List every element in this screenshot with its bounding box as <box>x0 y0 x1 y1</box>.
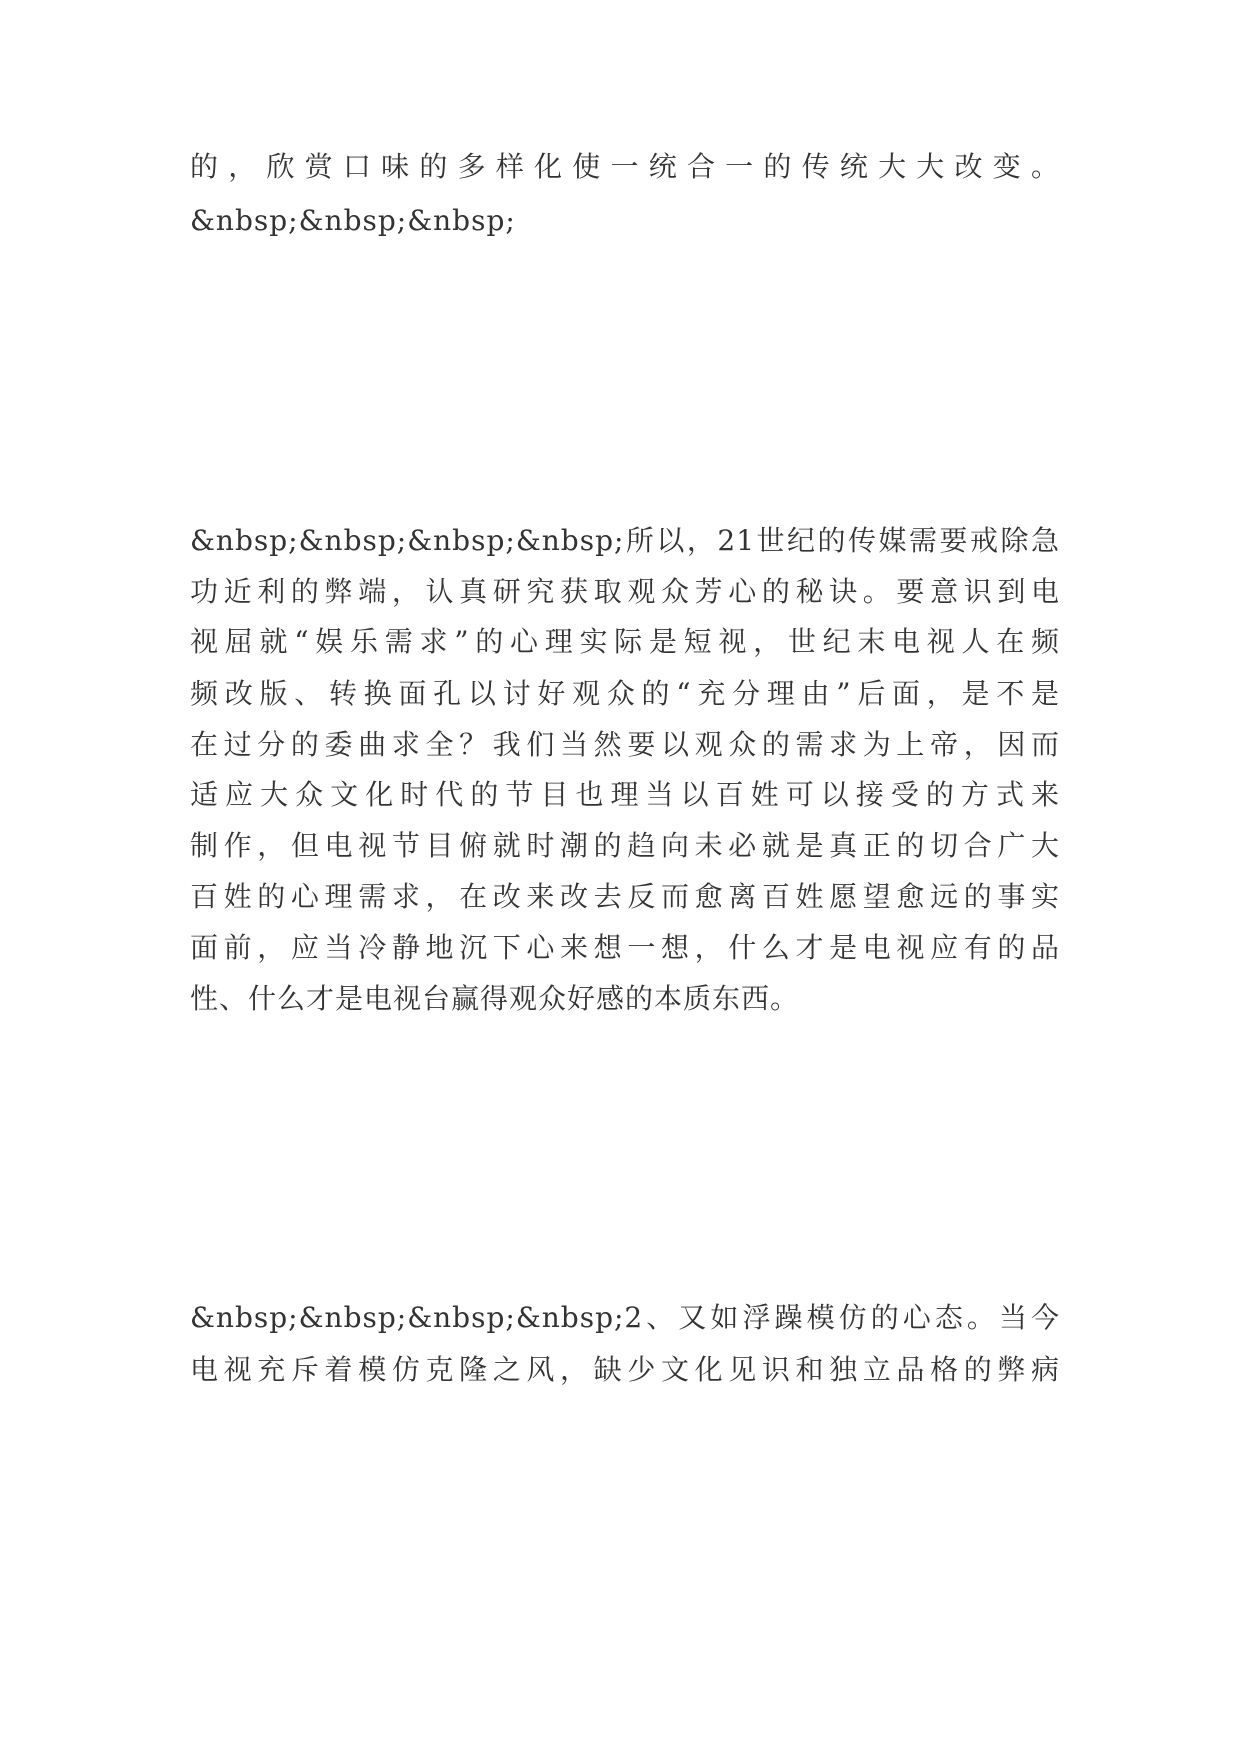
paragraph-2-line-10: 性、什么才是电视台赢得观众好感的本质东西。 <box>190 982 800 1015</box>
paragraph-3-line-2: 电视充斥着模仿克隆之风，缺少文化见识和独立品格的弊病 <box>190 1353 1060 1386</box>
paragraph-3-line-1: &nbsp;&nbsp;&nbsp;&nbsp;2、又如浮躁模仿的心态。当今 <box>190 1301 1060 1334</box>
paragraph-2-line-6: 适应大众文化时代的节目也理当以百姓可以接受的方式来 <box>190 778 1060 811</box>
paragraph-2-line-7: 制作，但电视节目俯就时潮的趋向未必就是真正的切合广大 <box>190 829 1060 862</box>
paragraph-2-line-1: &nbsp;&nbsp;&nbsp;&nbsp;所以，21世纪的传媒需要戒除急 <box>190 524 1060 557</box>
paragraph-1-line-1: 的，欣赏口味的多样化使一统合一的传统大大改变。 <box>190 150 1060 183</box>
paragraph-1-line-2: &nbsp;&nbsp;&nbsp; <box>190 204 516 237</box>
paragraph-2-line-3: 视屈就“娱乐需求”的心理实际是短视，世纪末电视人在频 <box>190 625 1060 658</box>
paragraph-2-line-5: 在过分的委曲求全？我们当然要以观众的需求为上帝，因而 <box>190 728 1060 761</box>
paragraph-2-line-9: 面前，应当冷静地沉下心来想一想，什么才是电视应有的品 <box>190 931 1060 964</box>
paragraph-2-line-8: 百姓的心理需求，在改来改去反而愈离百姓愿望愈远的事实 <box>190 880 1060 913</box>
paragraph-2-line-4: 频改版、转换面孔以讨好观众的“充分理由”后面，是不是 <box>190 677 1060 710</box>
paragraph-2-line-2: 功近利的弊端，认真研究获取观众芳心的秘诀。要意识到电 <box>190 575 1060 608</box>
